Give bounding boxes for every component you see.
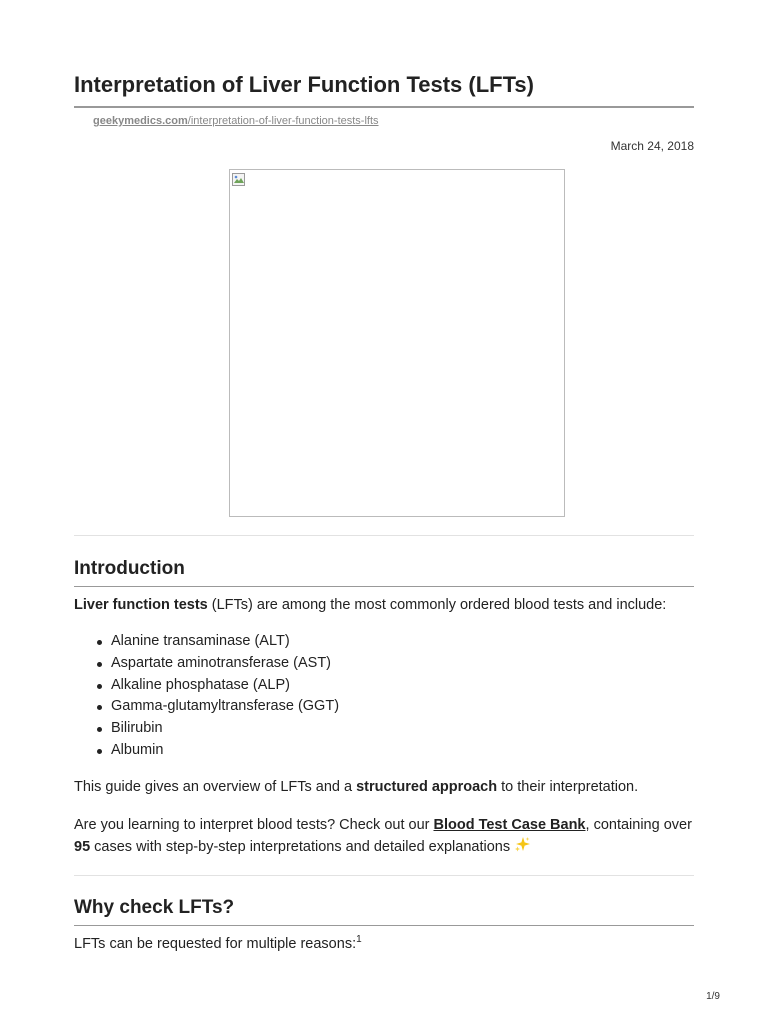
broken-image-icon <box>232 173 246 187</box>
source-domain: geekymedics.com <box>93 115 188 127</box>
guide-paragraph <box>74 777 694 798</box>
page-number: 1/9 <box>706 991 720 1002</box>
guide-text-pre: This guide gives an overview of LFTs and a <box>74 779 357 795</box>
intro-lead-text: (LFTs) are among the most commonly ordered blood tests and include: <box>207 597 667 613</box>
sparkles-icon <box>514 836 531 853</box>
lft-test-list <box>74 631 339 762</box>
section-separator <box>74 535 694 536</box>
source-url-link[interactable] <box>93 115 379 127</box>
case-bank-paragraph <box>74 815 694 858</box>
list-item: Alanine transaminase (ALT) <box>111 631 339 653</box>
cta-text-pre: Are you learning to interpret blood tests? Check out our <box>74 817 434 833</box>
cta-text-mid: , containing over <box>585 817 692 833</box>
blood-test-case-bank-link[interactable]: Blood Test Case Bank <box>433 817 586 833</box>
footnote-ref[interactable]: 1 <box>356 934 362 946</box>
list-item: Alkaline phosphatase (ALP) <box>111 675 339 697</box>
source-path: /interpretation-of-liver-function-tests-lfts <box>187 115 379 127</box>
intro-lead-bold: Liver function tests <box>74 597 208 613</box>
list-item: Bilirubin <box>111 718 339 740</box>
publish-date: March 24, 2018 <box>610 139 694 153</box>
intro-paragraph <box>74 595 694 616</box>
why-text: LFTs can be requested for multiple reasons: <box>74 936 357 952</box>
list-item: Aspartate aminotransferase (AST) <box>111 653 339 675</box>
heading-divider <box>74 925 694 926</box>
section-heading-introduction: Introduction <box>74 558 185 579</box>
case-count: 95 <box>74 839 91 855</box>
why-paragraph <box>74 934 694 955</box>
title-divider <box>74 106 694 108</box>
guide-text-bold: structured approach <box>356 779 498 795</box>
section-separator <box>74 875 694 876</box>
list-item: Gamma-glutamyltransferase (GGT) <box>111 696 339 718</box>
guide-text-post: to their interpretation. <box>497 779 639 795</box>
section-heading-why-check: Why check LFTs? <box>74 897 235 918</box>
article-image <box>229 169 565 517</box>
heading-divider <box>74 586 694 587</box>
cta-text-post: cases with step-by-step interpretations and detailed explanations <box>90 839 511 855</box>
list-item: Albumin <box>111 740 339 762</box>
page-title: Interpretation of Liver Function Tests (LFTs) <box>74 72 534 97</box>
